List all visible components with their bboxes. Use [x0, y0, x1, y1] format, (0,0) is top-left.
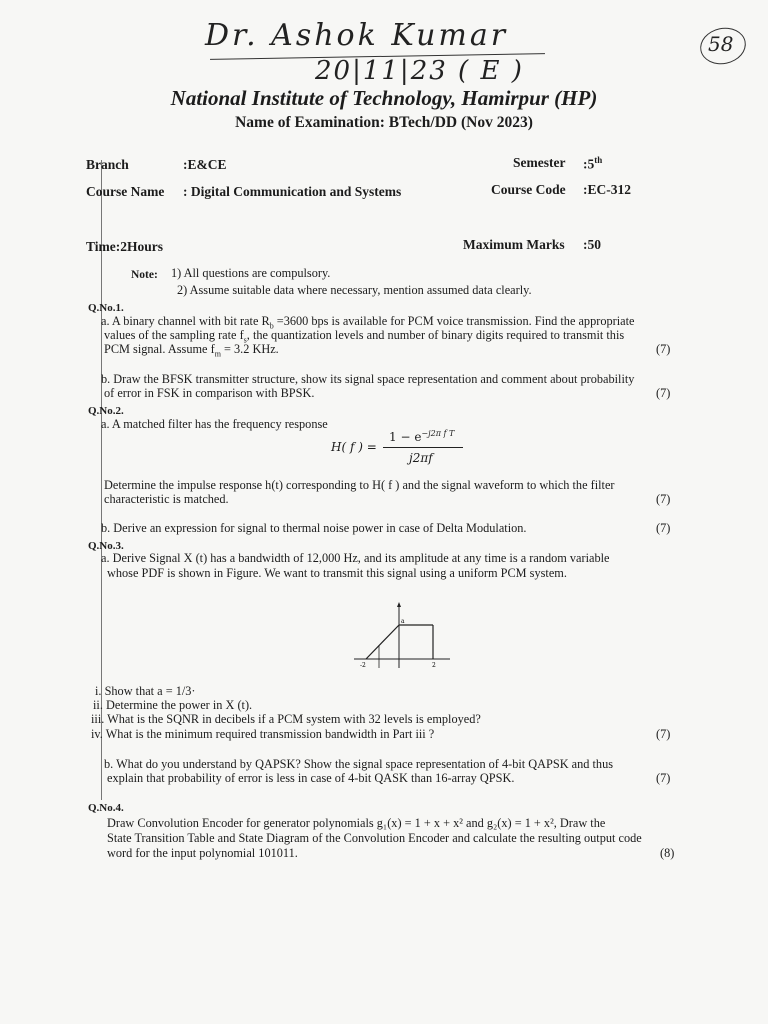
- q3b-marks: (7): [656, 771, 671, 785]
- q3-part-iii: iii. What is the SQNR in decibels if a PCM system with 32 levels is employed?: [91, 712, 481, 726]
- q4-number: Q.No.4.: [88, 802, 124, 814]
- handwritten-circle-number: 58: [708, 32, 734, 56]
- q3b-line-1: b. What do you understand by QAPSK? Show the signal space representation of 4-bit QAPSK and thus: [104, 757, 613, 771]
- semester-label: Semester: [513, 155, 566, 170]
- q1a-line-2: values of the sampling rate $f_s$, the quantization levels and number of binary digits required to transmit this: [104, 328, 625, 345]
- pdf-label-neg: -2: [360, 662, 366, 669]
- eq-lhs: H( f ) =: [331, 440, 377, 454]
- q3a-line-1: a. Derive Signal X (t) has a bandwidth of 12,000 Hz, and its amplitude at any time is a random variable: [101, 551, 610, 565]
- eq-numerator: $1 - e^{-j2\pi f T}$: [389, 429, 455, 444]
- q1b-line-2: of error in FSK in comparison with BPSK.: [104, 386, 315, 400]
- note-label: Note:: [131, 269, 158, 281]
- pdf-ramp: [366, 625, 399, 659]
- pdf-label-a: a: [401, 618, 405, 625]
- pdf-arrow: [397, 602, 401, 607]
- q3-number: Q.No.3.: [88, 540, 124, 552]
- handwritten-name: Dr. Ashok Kumar: [205, 18, 509, 53]
- q1a-line-1: a. A binary channel with bit rate $R_b =3600$ bps is available for PCM voice transmission. Find the appropriate: [101, 314, 635, 331]
- semester-value: :5: [583, 156, 595, 172]
- eq-denominator: j2πf: [409, 451, 433, 465]
- q2a-line-1: a. A matched filter has the frequency response: [101, 417, 328, 431]
- q1b-line-1: b. Draw the BFSK transmitter structure, show its signal space representation and comment about probability: [101, 372, 635, 386]
- q2a-line-3: characteristic is matched.: [104, 492, 229, 506]
- note-line-2: 2) Assume suitable data where necessary, mention assumed data clearly.: [177, 283, 532, 297]
- pdf-label-pos: 2: [432, 662, 436, 669]
- q4-line-1: Draw Convolution Encoder for generator polynomials g₁(x) = 1 + x + x² and g₂(x) = 1 + x², Draw the: [107, 816, 606, 830]
- q1-number: Q.No.1.: [88, 302, 124, 314]
- course-code-value: :EC-312: [583, 182, 631, 197]
- course-name-label: Course Name: [86, 184, 165, 199]
- q2a-marks: (7): [656, 492, 671, 506]
- q3a-line-2: whose PDF is shown in Figure. We want to transmit this signal using a uniform PCM system.: [107, 566, 567, 580]
- q2-number: Q.No.2.: [88, 405, 124, 417]
- q3-part-i: i. Show that a = 1/3·: [95, 684, 196, 698]
- eq-fraction-bar: [383, 447, 463, 448]
- q2b-marks: (7): [656, 521, 671, 535]
- semester-sup: th: [594, 155, 603, 165]
- time-label: Time:2Hours: [86, 239, 163, 254]
- q4-marks: (8): [660, 846, 675, 860]
- max-marks-label: Maximum Marks: [463, 237, 565, 252]
- pdf-figure: [352, 600, 452, 670]
- q3b-line-2: explain that probability of error is less in case of 4-bit QASK than 16-array QPSK.: [107, 771, 515, 785]
- max-marks-value: :50: [583, 237, 601, 252]
- handwritten-date: 20|11|23 ( E ): [315, 56, 524, 86]
- branch-label: Branch: [86, 157, 129, 172]
- q2a-line-2: Determine the impulse response h(t) corresponding to H( f ) and the signal waveform to which the filter: [104, 478, 615, 492]
- note-line-1: 1) All questions are compulsory.: [171, 266, 331, 280]
- q3-part-ii: ii. Determine the power in X (t).: [93, 698, 253, 712]
- q3-iv-marks: (7): [656, 727, 671, 741]
- q4-line-3: word for the input polynomial 101011.: [107, 846, 298, 860]
- semester-value-wrap: [583, 155, 602, 173]
- q4-line-2: State Transition Table and State Diagram of the Convolution Encoder and calculate the resulting output code: [107, 831, 642, 845]
- q1b-marks: (7): [656, 386, 671, 400]
- q3-part-iv: iv. What is the minimum required transmission bandwidth in Part iii ?: [91, 727, 435, 741]
- q1a-marks: (7): [656, 342, 671, 356]
- branch-value: :E&CE: [183, 157, 227, 172]
- course-code-label: Course Code: [491, 182, 566, 197]
- institute-title: National Institute of Technology, Hamirpur (HP): [170, 86, 598, 110]
- course-name-value: : Digital Communication and Systems: [183, 184, 402, 199]
- q1a-line-3: PCM signal. Assume $f_m = 3.2$ KHz.: [104, 342, 279, 359]
- exam-name: Name of Examination: BTech/DD (Nov 2023): [235, 114, 533, 131]
- q2b-line-1: b. Derive an expression for signal to thermal noise power in case of Delta Modulation.: [101, 521, 527, 535]
